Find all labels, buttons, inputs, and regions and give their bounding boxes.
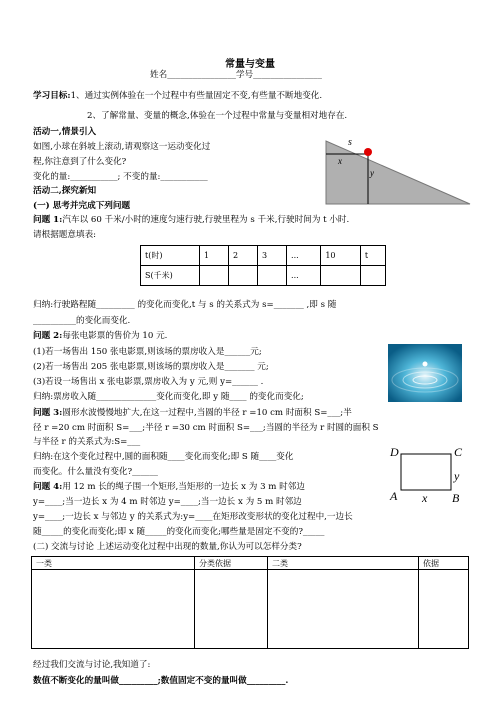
page-title: 常量与变量 [225,59,275,70]
table-row [32,570,469,649]
q4-line-4: 随_____的变化而变化;即 x 随_____的变化而变化;哪些量是固定不变的?_____ [33,527,325,537]
q1-table [140,245,386,286]
table-cell [321,266,361,286]
act1-line-2: 程,你注意到了什么变化? [33,157,127,167]
table-cell [200,266,229,286]
q2-label: 问题 2: [33,331,63,341]
q2-line-1: (1)若一场售出 150 张电影票,则该场的票房收入是______元; [33,347,262,357]
drop [423,362,428,367]
q3-line-3: 与半径 r 的关系式为:S=___ [33,437,141,447]
table-cell: S(千米) [141,266,200,286]
label-A: A [390,489,398,503]
q4-line-2: y=____;当一边长 x 为 4 m 时邻边 y=____;当一边长 x 为 5 m 时邻边 [33,497,302,507]
table-cell: 10 [321,246,361,266]
table-cell: t [360,246,385,266]
label-D: D [390,445,399,459]
rectangle-figure [388,444,468,504]
q3-line-2: 径 r =20 cm 时面积 S=___;半径 r =30 cm 时面积 S=___;当圆的半径为 r 时圆的面积 S [33,423,379,433]
goals-label: 学习目标: [33,91,71,101]
name-line: 姓名________________学号________________ [150,70,322,80]
goal-2: 2、了解常量、变量的概念,体验在一个过程中常量与变量相对地存在. [87,111,348,121]
q1-summary-2: __________的变化而变化. [33,316,131,326]
table-cell [258,266,287,286]
answer-cell[interactable] [419,570,469,649]
header-basis-2: 依据 [419,557,469,570]
q3-summary-1: 归纳:在这个变化过程中,圆的面积随____变化而变化;即 S 随____变化 [33,452,294,462]
q4-text: 用 12 m 长的绳子围一个矩形,当矩形的一边长 x 为 3 m 时邻边 [62,482,305,492]
answer-cell[interactable] [268,570,419,649]
label-y: y [370,168,374,178]
classification-table [31,556,469,649]
q3-line-1 [33,408,352,419]
q4-line-1 [33,482,305,493]
q4-label: 问题 4: [33,482,63,492]
q2-line-2: (2)若一场售出 205 张电影票,则该场的票房收入是_______ 元; [33,362,269,372]
conclusion-line-2: 数值不断变化的量叫做_________;数值固定不变的量叫做_________. [33,676,289,686]
discussion-heading: (二) 交流与讨论 上述运动变化过程中出现的数量,你认为可以怎样分类? [33,542,302,552]
table-header-row [32,557,469,570]
slope-shape [326,141,470,204]
q1-text: 汽车以 60 千米/小时的速度匀速行驶,行驶里程为 s 千米,行驶时间为 t 小时. [62,215,350,225]
act2-subheading: (一) 思考并完成下列问题 [33,201,131,211]
answer-cell[interactable] [195,570,268,649]
act2-heading: 活动二,探究新知 [33,186,97,196]
header-type-1: 一类 [32,557,195,570]
table-cell: ... [287,246,321,266]
goal-1 [33,91,322,102]
q1-summary-1: 归纳:行驶路程随_________ 的变化而变化,t 与 s 的关系式为 s=_______ ,即 s 随 [33,300,337,310]
label-s: s [348,137,352,148]
q2-intro [33,331,167,342]
rectangle-shape [401,454,451,490]
act1-heading: 活动一,情景引入 [33,127,97,137]
table-cell: 2 [229,246,258,266]
table-cell: ... [287,266,321,286]
q1-line-2: 请根据题意填表: [33,230,97,240]
label-y: y [454,469,460,483]
header-type-2: 二类 [268,557,419,570]
q3-text: 圆形水波慢慢地扩大,在这一过程中,当圆的半径 r =10 cm 时面积 S=___;半 [62,408,352,418]
slope-figure [322,134,472,206]
q3-label: 问题 3: [33,408,63,418]
table-row [141,246,386,266]
water-drop-image [388,344,462,402]
q2-summary: 归纳:票房收入随______________变化而变化,即 y 随____ 的变化而变化; [33,392,304,402]
act1-line-1: 如图,小球在斜坡上滚动,请观察这一运动变化过 [33,142,211,152]
table-cell: t(时) [141,246,200,266]
label-B: B [452,491,460,504]
q2-intro-text: 每张电影票的售价为 10 元. [62,331,168,341]
table-cell: 1 [200,246,229,266]
q1-label: 问题 1: [33,215,63,225]
label-x: x [422,491,428,504]
label-C: C [454,445,463,459]
header-basis-1: 分类依据 [195,557,268,570]
goal-1-text: 1、通过实例体验在一个过程中有些量固定不变,有些量不断地变化. [70,91,323,101]
label-x: x [338,156,342,166]
answer-cell[interactable] [32,570,195,649]
act1-line-3: 变化的量:___________; 不变的量:___________ [33,172,208,182]
q3-summary-2: 而变化。什么量没有变化?______ [33,467,158,477]
table-cell [360,266,385,286]
q1-line-1 [33,215,349,226]
conclusion-line-1: 经过我们交流与讨论,我知道了: [33,660,151,670]
table-cell [229,266,258,286]
q4-line-3: y=____;一边长 x 与邻边 y 的关系式为:y=____在矩形改变形状的变化过程中,一边长 [33,512,353,522]
q2-line-3: (3)若设一场售出 x 张电影票,票房收入为 y 元,则 y=______ . [33,377,264,387]
table-cell: 3 [258,246,287,266]
ball [364,148,372,156]
table-row [141,266,386,286]
